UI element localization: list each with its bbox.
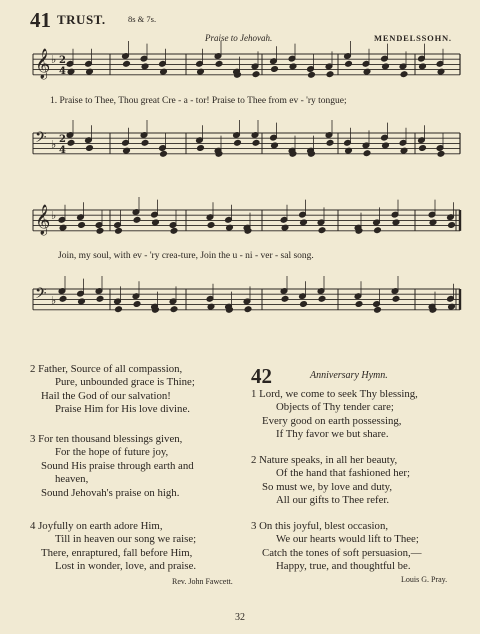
treble-clef-icon: 𝄞 [35, 49, 51, 79]
verse-line: Of the hand that fashioned her; [276, 467, 411, 480]
note-head [215, 60, 223, 67]
verse-line: Objects of Thy tender care; [276, 401, 394, 414]
note-head [115, 306, 123, 313]
verse-line: Pure, unbounded grace is Thine; [55, 376, 195, 389]
time-signature: 2 [59, 55, 66, 66]
verse-line: There, enraptured, fall before Him, [41, 546, 193, 559]
note-head [281, 295, 289, 302]
note-head [448, 222, 456, 229]
note-head [308, 71, 316, 78]
note-head [400, 71, 408, 78]
verse-line: 4 Joyfully on earth adore Him, [30, 520, 163, 532]
hymn-41-number: 41 [30, 8, 51, 32]
verse-line: All our gifts to Thee refer. [276, 494, 390, 507]
flat-icon: ♭ [51, 53, 57, 66]
hymn-41-meter: 8s & 7s. [128, 14, 157, 24]
verse-line: Hail the God of our salvation! [41, 389, 171, 402]
hymn-42-verse-3 [251, 520, 422, 574]
verse-line: 3 On this joyful, blest occasion, [251, 520, 389, 532]
hymn-41-verse-2 [30, 363, 195, 417]
verse-line: Till in heaven our song we raise; [55, 533, 197, 546]
note-head [363, 150, 371, 157]
verse-line: 3 For ten thousand blessings given, [30, 433, 183, 445]
note-head [374, 306, 382, 313]
note-head [326, 139, 334, 146]
note-head [252, 71, 260, 78]
note-head [170, 306, 178, 313]
hymn-42-author: Louis G. Pray. [401, 575, 448, 584]
lyrics-line-2: Join, my soul, with ev - 'ry crea-ture, Join the u - ni - ver - sal song. [58, 251, 314, 261]
flat-icon: ♭ [51, 138, 57, 151]
note-head [345, 60, 353, 67]
note-head [326, 71, 334, 78]
verse-line: For the hope of future joy, [55, 446, 169, 459]
note-head [234, 139, 242, 146]
bass-clef-icon: 𝄢 [35, 129, 47, 150]
hymn-42-verse-2 [251, 454, 410, 508]
hymn-42-number: 42 [251, 364, 272, 388]
hymn-42-verse-1 [251, 388, 418, 442]
verse-line: So must we, by love and duty, [262, 480, 393, 493]
flat-icon: ♭ [51, 294, 57, 307]
hymn-41-verse-3 [30, 433, 194, 500]
verse-line: We our hearts would lift to Thee; [276, 533, 419, 546]
hymn-41-verse-4 [30, 520, 196, 574]
hymn-42-subtitle: Anniversary Hymn. [310, 370, 388, 381]
treble-clef-icon: 𝄞 [35, 205, 51, 235]
flat-icon: ♭ [51, 209, 57, 222]
note-head [59, 295, 67, 302]
bass-clef-icon: 𝄢 [35, 285, 47, 306]
time-signature: 4 [59, 66, 66, 77]
verse-line: 2 Nature speaks, in all her beauty, [251, 454, 398, 466]
verse-line: heaven, [55, 473, 89, 486]
note-head [96, 227, 104, 234]
note-head [437, 150, 445, 157]
hymn-41-subtitle: Praise to Jehovah. [205, 33, 273, 43]
note-head [318, 227, 326, 234]
note-head [252, 139, 260, 146]
hymn-41-composer: MENDELSSOHN. [374, 33, 452, 43]
time-signature: 2 [59, 134, 66, 145]
note-head [133, 216, 141, 223]
lyrics-line-1: 1. Praise to Thee, Thou great Cre - a - tor! Praise to Thee from ev - 'ry tongue; [50, 96, 347, 106]
verse-line: Happy, true, and thoughtful be. [276, 560, 411, 573]
hymn-41-title: TRUST. [57, 12, 106, 27]
note-head [67, 139, 75, 146]
verse-line: Sound Jehovah's praise on high. [41, 486, 180, 499]
note-head [141, 139, 149, 146]
note-head [123, 60, 131, 67]
verse-line: Lost in wonder, love, and praise. [55, 560, 197, 573]
note-head [160, 150, 168, 157]
verse-line: Every good on earth possessing, [262, 414, 402, 427]
note-head [207, 222, 215, 229]
verse-line: 1 Lord, we come to seek Thy blessing, [251, 388, 418, 400]
note-head [355, 301, 363, 308]
verse-line: Praise Him for His love divine. [55, 403, 190, 416]
note-head [115, 227, 123, 234]
note-head [244, 306, 252, 313]
note-head [170, 227, 178, 234]
note-head [271, 66, 279, 73]
note-head [78, 222, 86, 229]
time-signature: 4 [59, 145, 66, 156]
note-head [300, 301, 308, 308]
note-head [374, 227, 382, 234]
hymn-41-author: Rev. John Fawcett. [172, 577, 233, 586]
verse-line: 2 Father, Source of all compassion, [30, 363, 183, 375]
note-head [392, 295, 400, 302]
note-head [419, 145, 427, 152]
note-head [318, 295, 326, 302]
page-number: 32 [235, 612, 245, 623]
verse-line: Catch the tones of soft persuasion,— [262, 546, 422, 559]
note-head [133, 301, 141, 308]
note-head [96, 295, 104, 302]
verse-line: Sound His praise through earth and [41, 459, 194, 472]
verse-line: If Thy favor we but share. [276, 428, 389, 441]
note-head [197, 145, 205, 152]
note-head [86, 145, 94, 152]
